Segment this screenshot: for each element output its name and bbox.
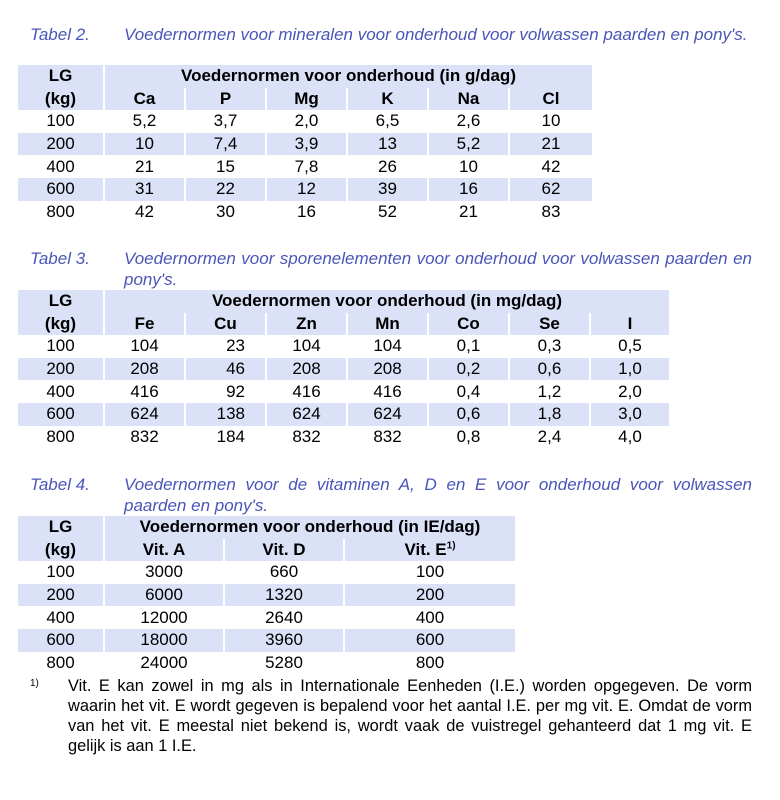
footnote-text: Vit. E kan zowel in mg als in Internationale Eenheden (I.E.) worden opgegeven. De vorm waarin het vit. E wordt gegeven is bepalend voor het aantal I.E. per mg vit. E. Omdat de vorm van het vit. E meestal niet bekend is, wordt vaak de vuistregel gehanteerd dat 1 mg vit. E gelijk is aan 1 I.E. — [68, 677, 752, 755]
cell: 22 — [185, 178, 266, 201]
column-header-label: Vit. E — [404, 539, 447, 559]
cell: 1320 — [224, 584, 344, 607]
cell: 104 — [347, 335, 428, 358]
cell: 24000 — [104, 652, 224, 675]
cell-lg: 100 — [46, 336, 75, 356]
cell: 10 — [509, 110, 592, 133]
cell: 10 — [428, 155, 509, 178]
table3-title: Voedernormen voor sporenelementen voor onderhoud voor volwassen paarden en pony's. — [124, 249, 752, 289]
table-row — [18, 561, 515, 584]
table-row — [18, 584, 515, 607]
header-group: Voedernormen voor onderhoud (in g/dag) — [104, 65, 592, 88]
cell: 2,6 — [428, 110, 509, 133]
cell: 624 — [104, 403, 185, 426]
header-lg: LG — [18, 516, 104, 539]
cell: 42 — [509, 155, 592, 178]
table3 — [18, 290, 669, 448]
cell: 0,4 — [428, 380, 509, 403]
cell: 1,0 — [590, 358, 669, 381]
cell-lg: 400 — [46, 156, 75, 176]
cell: 4,0 — [590, 426, 669, 449]
cell: 16 — [266, 201, 347, 224]
cell: 5280 — [224, 652, 344, 675]
cell-lg: 800 — [46, 652, 75, 672]
cell: 416 — [104, 380, 185, 403]
cell: 104 — [104, 335, 185, 358]
table2-number: Tabel 2. — [30, 25, 90, 44]
cell: 600 — [344, 629, 515, 652]
cell: 46 — [185, 358, 266, 381]
cell: 21 — [104, 155, 185, 178]
column-header: Co — [428, 313, 509, 336]
cell: 12000 — [104, 606, 224, 629]
header-lg: LG — [18, 290, 104, 313]
cell-lg: 800 — [46, 426, 75, 446]
table-row — [18, 155, 592, 178]
table-row — [18, 358, 669, 381]
cell: 104 — [266, 335, 347, 358]
cell: 416 — [266, 380, 347, 403]
column-header: I — [590, 313, 669, 336]
cell: 18000 — [104, 629, 224, 652]
cell: 832 — [347, 426, 428, 449]
cell: 832 — [266, 426, 347, 449]
table-row — [18, 403, 669, 426]
cell: 42 — [104, 201, 185, 224]
table-row — [18, 201, 592, 224]
cell: 0,3 — [509, 335, 590, 358]
cell-lg: 200 — [18, 133, 104, 156]
cell-lg: 100 — [46, 111, 75, 131]
header-group: Voedernormen voor onderhoud (in mg/dag) — [104, 290, 669, 313]
table-row — [18, 133, 592, 156]
cell: 208 — [347, 358, 428, 381]
column-header: Se — [509, 313, 590, 336]
column-header: Na — [428, 88, 509, 111]
cell: 23 — [185, 335, 266, 358]
column-header: Fe — [104, 313, 185, 336]
cell: 3,7 — [185, 110, 266, 133]
cell: 30 — [185, 201, 266, 224]
cell: 12 — [266, 178, 347, 201]
table2-caption — [30, 24, 752, 45]
cell: 100 — [344, 561, 515, 584]
cell: 0,2 — [428, 358, 509, 381]
cell: 184 — [185, 426, 266, 449]
cell: 2,4 — [509, 426, 590, 449]
cell: 3,9 — [266, 133, 347, 156]
cell: 52 — [347, 201, 428, 224]
cell: 39 — [347, 178, 428, 201]
cell: 83 — [509, 201, 592, 224]
column-header: P — [185, 88, 266, 111]
header-kg: (kg) — [18, 88, 104, 111]
table-row — [18, 178, 592, 201]
table4 — [18, 516, 515, 674]
cell-lg: 400 — [46, 607, 75, 627]
table-row — [18, 629, 515, 652]
cell: 10 — [104, 133, 185, 156]
cell: 138 — [185, 403, 266, 426]
header-kg: (kg) — [18, 313, 104, 336]
column-header: Cl — [509, 88, 592, 111]
cell-lg: 600 — [18, 403, 104, 426]
column-header: K — [347, 88, 428, 111]
cell: 0,8 — [428, 426, 509, 449]
table4-title: Voedernormen voor de vitaminen A, D en E voor onderhoud voor volwassen paarden en pony's. — [124, 475, 752, 515]
footnote-marker: 1) — [30, 678, 39, 689]
cell-lg: 100 — [46, 562, 75, 582]
table-row — [18, 335, 669, 358]
cell: 400 — [344, 606, 515, 629]
table4-number: Tabel 4. — [30, 475, 90, 494]
cell: 13 — [347, 133, 428, 156]
cell: 15 — [185, 155, 266, 178]
table3-caption — [30, 248, 752, 290]
cell: 21 — [509, 133, 592, 156]
header-kg: (kg) — [18, 539, 104, 562]
cell-lg: 200 — [18, 358, 104, 381]
cell: 0,1 — [428, 335, 509, 358]
cell: 3000 — [104, 561, 224, 584]
cell: 624 — [266, 403, 347, 426]
cell: 6000 — [104, 584, 224, 607]
table2-title: Voedernormen voor mineralen voor onderhoud voor volwassen paarden en pony's. — [124, 25, 748, 44]
cell: 1,2 — [509, 380, 590, 403]
header-group: Voedernormen voor onderhoud (in IE/dag) — [104, 516, 515, 539]
table-row — [18, 380, 669, 403]
cell: 31 — [104, 178, 185, 201]
cell: 7,4 — [185, 133, 266, 156]
table2 — [18, 65, 592, 223]
column-header: Zn — [266, 313, 347, 336]
cell: 832 — [104, 426, 185, 449]
cell: 0,6 — [428, 403, 509, 426]
cell: 2640 — [224, 606, 344, 629]
cell: 660 — [224, 561, 344, 584]
cell: 62 — [509, 178, 592, 201]
cell: 16 — [428, 178, 509, 201]
cell-lg: 200 — [18, 584, 104, 607]
table-row — [18, 606, 515, 629]
cell: 416 — [347, 380, 428, 403]
cell: 3960 — [224, 629, 344, 652]
cell: 7,8 — [266, 155, 347, 178]
cell: 800 — [344, 652, 515, 675]
cell: 26 — [347, 155, 428, 178]
table3-number: Tabel 3. — [30, 249, 90, 268]
table-row — [18, 110, 592, 133]
footnote-ref: 1) — [446, 540, 456, 552]
column-header: Ca — [104, 88, 185, 111]
column-header-vit-e — [344, 539, 515, 562]
cell: 0,5 — [590, 335, 669, 358]
cell-lg: 600 — [18, 629, 104, 652]
cell: 2,0 — [266, 110, 347, 133]
table4-caption — [30, 474, 752, 516]
cell: 5,2 — [428, 133, 509, 156]
cell-lg: 400 — [46, 381, 75, 401]
cell: 1,8 — [509, 403, 590, 426]
cell: 6,5 — [347, 110, 428, 133]
header-lg: LG — [18, 65, 104, 88]
cell: 200 — [344, 584, 515, 607]
cell: 92 — [185, 380, 266, 403]
column-header: Mn — [347, 313, 428, 336]
cell: 5,2 — [104, 110, 185, 133]
cell: 208 — [104, 358, 185, 381]
table-row — [18, 426, 669, 449]
footnote — [30, 676, 752, 756]
cell: 2,0 — [590, 380, 669, 403]
column-header: Mg — [266, 88, 347, 111]
cell: 0,6 — [509, 358, 590, 381]
table-row — [18, 652, 515, 675]
column-header: Vit. D — [224, 539, 344, 562]
cell: 3,0 — [590, 403, 669, 426]
cell: 208 — [266, 358, 347, 381]
cell-lg: 800 — [46, 201, 75, 221]
column-header: Vit. A — [104, 539, 224, 562]
cell: 624 — [347, 403, 428, 426]
cell: 21 — [428, 201, 509, 224]
column-header: Cu — [185, 313, 266, 336]
cell-lg: 600 — [18, 178, 104, 201]
